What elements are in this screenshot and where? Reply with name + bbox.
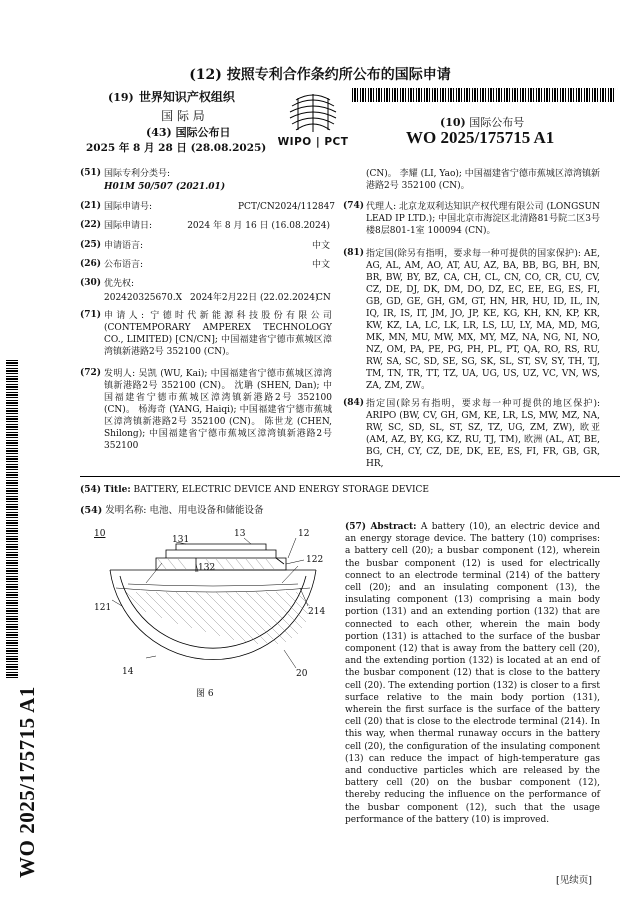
field-25-inid: (25) <box>80 240 102 250</box>
side-barcode <box>6 360 18 680</box>
fig-label-14: 14 <box>122 667 134 677</box>
field-21-label: 国际申请号: <box>104 202 153 212</box>
org-name: 世界知识产权组织 <box>138 90 235 104</box>
field-51-value: H01M 50/507 (2021.01) <box>104 182 226 192</box>
wipo-logo <box>268 92 358 158</box>
field-26-label: 公布语言: <box>104 260 144 270</box>
title-english-line <box>80 485 429 495</box>
field-21-value: PCT/CN2024/112847 <box>238 202 336 212</box>
field-81-inid: (81) <box>343 248 365 258</box>
designated-regional-text: 指定国(除另有指明，要求每一种可提供的地区保护): ARIPO (BW, CV, GH, GM, KE, LR, LS, MW, MZ, NA, RW, SC, SD, SL, ST, SZ, TZ, UG, ZM, ZW), 欧亚 (AM, AZ, BY, KG, KZ, RU, TJ, TM), 欧洲 (AL, AT, BE, BG, CH, CY, CZ, DE, DK, EE, ES, FI, FR, GB, GR, HR, <box>366 399 600 469</box>
pubdate-label: 国际公布日 <box>175 126 231 139</box>
org-inid: (19) <box>108 91 134 104</box>
field-22-label: 国际申请日: <box>104 221 153 231</box>
fig-label-121: 121 <box>94 603 112 613</box>
priority-country: CN <box>316 293 331 303</box>
fig-label-13: 13 <box>234 529 246 539</box>
top-barcode <box>352 88 616 102</box>
field-22-inid: (22) <box>80 220 102 230</box>
wipo-emblem-icon <box>268 92 358 158</box>
field-51-label: 国际专利分类号: <box>104 169 171 179</box>
field-25-value: 中文 <box>311 241 330 251</box>
organization-block <box>108 86 258 124</box>
title-en-value: BATTERY, ELECTRIC DEVICE AND ENERGY STORAGE DEVICE <box>133 485 429 495</box>
field-30-inid: (30) <box>80 278 102 288</box>
fig-label-214: 214 <box>308 607 326 617</box>
figure-6 <box>86 528 336 708</box>
pubdate-block <box>146 124 231 140</box>
field-84-inid: (84) <box>343 398 365 408</box>
field-25-label: 申请语言: <box>104 241 144 251</box>
priority-number: 202420325670.X <box>104 293 182 303</box>
battery-cross-section-drawing <box>86 528 336 678</box>
title-zh-label: 发明名称: <box>105 505 147 516</box>
pubdate-inid: (43) <box>146 126 172 139</box>
figure-caption: 图 6 <box>196 689 214 699</box>
fig-label-131: 131 <box>172 535 190 545</box>
field-26-inid: (26) <box>80 259 102 269</box>
wipo-logo-text: WIPO | PCT <box>277 136 349 148</box>
title-en-inid: (54) <box>80 485 102 495</box>
publication-number: WO 2025/175715 A1 <box>406 128 555 147</box>
abstract-label: Abstract: <box>370 522 417 532</box>
title-chinese-line <box>80 502 264 516</box>
field-51-inid: (51) <box>80 168 102 178</box>
abstract-inid: (57) <box>345 522 367 532</box>
fig-label-10: 10 <box>94 529 106 539</box>
priority-date: 2024年2月22日 (22.02.2024) <box>190 293 319 303</box>
field-26-value: 中文 <box>311 260 330 270</box>
inventors-continued: (CN)。 李耀 (LI, Yao); 中国福建省宁德市蕉城区漳湾镇新港路2号 352100 (CN)。 <box>366 169 600 191</box>
document-title: (12) 按照专利合作条约所公布的国际申请 <box>189 67 451 83</box>
title-en-label: Title: <box>103 485 131 495</box>
designated-national-text: 指定国(除另有指明，要求每一种可提供的国家保护): AE, AG, AL, AM, AO, AT, AU, AZ, BA, BB, BG, BH, BN, BR, BW, BY, BZ, CA, CH, CL, CN, CO, CR, CU, CV, CZ, DE, DJ, DK, DM, DO, DZ, EC, EE, EG, ES, FI, GB, GD, GE, GH, GM, GT, HN, HR, HU, ID, IL, IN, IQ, IR, IS, IT, JM, JO, JP, KE, KG, KH, KN, KP, KR, KW, KZ, LA, LC, LK, LR, LS, LU, LY, MA, MD, MG, MK, MN, MU, MW, MX, MY, MZ, NA, NG, NI, NO, NZ, OM, PA, PE, PG, PH, PL, PT, QA, RO, RS, RU, RW, SA, SC, SD, SE, SG, SK, SL, ST, SV, SY, TH, TJ, TM, TN, TR, TT, TZ, UA, UG, US, UZ, VC, VN, WS, ZA, ZM, ZW。 <box>366 249 600 391</box>
abstract-block <box>345 521 600 826</box>
field-30-label: 优先权: <box>104 279 135 289</box>
inventors-text: 发明人: 吴凯 (WU, Kai); 中国福建省宁德市蕉城区漳湾镇新港路2号 352100 (CN)。 沈聃 (SHEN, Dan); 中国福建省宁德市蕉城区漳湾镇新港路2号 352100 (CN)。 杨海奇 (YANG, Haiqi); 中国福建省宁德市蕉城区漳湾镇新港路2号 352100 (CN)。 陈世龙 (CHEN, Shilong); 中国福建省宁德市蕉城区漳湾镇新港路2号 352100 <box>104 369 332 451</box>
org-bureau: 国 际 局 <box>161 109 205 123</box>
divider-rule <box>80 476 620 477</box>
pubno-inid: (10) <box>440 116 466 129</box>
field-74-inid: (74) <box>343 201 365 211</box>
fig-label-20: 20 <box>296 669 308 679</box>
fig-label-122: 122 <box>306 555 324 565</box>
fig-label-12: 12 <box>298 529 310 539</box>
field-71-inid: (71) <box>80 310 102 320</box>
title-zh-value: 电池、用电设备和储能设备 <box>149 505 264 516</box>
field-72-inid: (72) <box>80 368 102 378</box>
title-zh-inid: (54) <box>80 505 103 516</box>
field-22-value: 2024 年 8 月 16 日 (16.08.2024) <box>187 221 330 231</box>
field-21-inid: (21) <box>80 201 102 211</box>
pubno-label: 国际公布号 <box>469 116 525 129</box>
pubdate-value: 2025 年 8 月 28 日 (28.08.2025) <box>86 142 267 154</box>
agent-text: 代理人: 北京龙双利达知识产权代理有限公司 (LONGSUN LEAD IP LTD.); 中国北京市海淀区北清路81号院二区3号楼8层801-1室 100094 (CN)。 <box>366 202 600 236</box>
fig-label-132: 132 <box>198 563 216 573</box>
abstract-text: A battery (10), an electric device and an energy storage device. The battery (10) comprises: a battery cell (20); a busbar component (12), wherein the busbar component (12) is used for electrically connect to an electrode terminal (214) of the battery cell (20); and an insulating component (13), the insulating component (13) comprising a main body portion (131) and an extending portion (132) that are connected to each other, wherein the main body portion (131) is attached to the surface of the busbar component (12) that is away from the battery cell (20), and the extending portion (132) is located at an end of the busbar component (12) that is close to the battery cell (20). The extending portion (132) is closer to a first surface relative to the main body portion (131), wherein the first surface is the surface of the battery cell (20) that is close to the electrode terminal (214). In this way, when thermal runaway occurs in the battery cell (20), the configuration of the insulating component (13) can reduce the impact of high-temperature gas and conductive particles which are released by the battery cell (20) on the busbar component (12), thereby reducing the influence on the performance of the busbar component (12), such that the usage performance of the battery (10) is improved. <box>345 522 600 825</box>
continuation-note: [见续页] <box>556 875 592 886</box>
side-publication-number: WO 2025/175715 A1 <box>15 686 39 878</box>
applicant-text: 申请人: 宁德时代新能源科技股份有限公司 (CONTEMPORARY AMPEREX TECHNOLOGY CO., LIMITED) [CN/CN]; 中国福建省宁德市蕉城区漳湾镇新港路2号 352100 (CN)。 <box>104 311 332 357</box>
